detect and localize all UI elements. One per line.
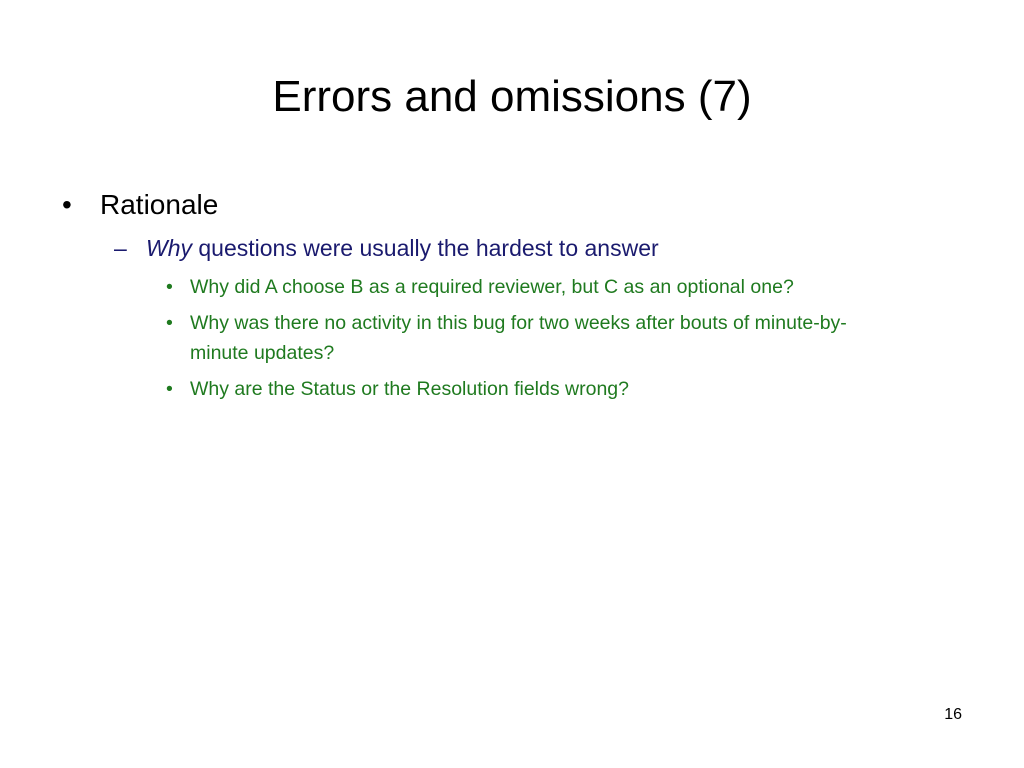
bullet-level3-text: Why was there no activity in this bug for two weeks after bouts of minute-by-minute updates? xyxy=(190,312,847,364)
bullet-level3-item xyxy=(60,374,890,404)
bullet-level3-text: Why are the Status or the Resolution fields wrong? xyxy=(190,378,629,400)
bullet-dot-icon: • xyxy=(166,312,173,334)
bullet-dot-icon: • xyxy=(62,189,72,220)
bullet-level3-item xyxy=(60,308,890,368)
bullet-dash-icon: – xyxy=(114,235,127,261)
bullet-level2-text: questions were usually the hardest to answer xyxy=(192,235,659,261)
slide-body xyxy=(60,186,960,410)
bullet-level2-emphasis: Why xyxy=(146,235,192,261)
bullet-level1-text: Rationale xyxy=(100,189,219,220)
slide-title: Errors and omissions (7) xyxy=(272,72,752,121)
bullet-level2-why-questions xyxy=(60,232,960,264)
bullet-level1-rationale xyxy=(60,186,960,224)
page-number: 16 xyxy=(944,706,962,723)
bullet-level3-item xyxy=(60,272,890,302)
bullet-dot-icon: • xyxy=(166,378,173,400)
bullet-level3-text: Why did A choose B as a required reviewer, but C as an optional one? xyxy=(190,276,794,298)
bullet-dot-icon: • xyxy=(166,276,173,298)
